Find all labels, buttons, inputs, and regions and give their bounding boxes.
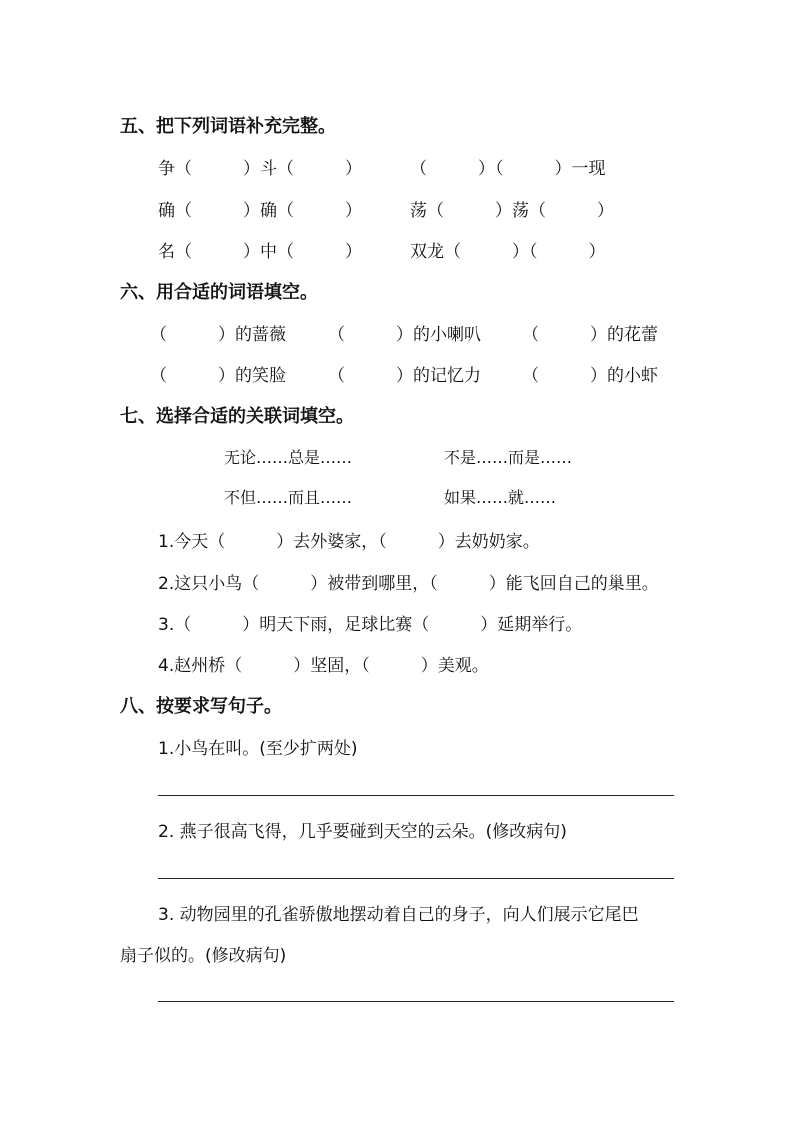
section-5-item: 争（ ）斗（ ） [158,159,362,179]
section-8-title: 八、按要求写句子。 [120,696,282,717]
section-7-question: 3.（ ）明天下雨，足球比赛（ ）延期举行。 [158,615,583,635]
conjunction-option: 无论……总是…… [224,448,353,467]
answer-line-3[interactable] [158,1001,674,1002]
section-6-item: （ ）的记忆力 [328,366,481,386]
section-7-question: 4.赵州桥（ ）坚固，（ ）美观。 [158,656,489,676]
section-5-item: 荡（ ）荡（ ） [410,201,614,221]
section-6-item: （ ）的小喇叭 [328,325,481,345]
section-8-question-2: 2. 燕子很高飞得，几乎要碰到天空的云朵。(修改病句) [158,822,567,842]
section-8-question-3-continued: 扇子似的。(修改病句) [120,946,287,966]
answer-line-2[interactable] [158,878,674,879]
section-5-item: 名（ ）中（ ） [158,242,362,262]
section-5-item: 确（ ）确（ ） [158,201,362,221]
section-6-item: （ ）的小虾 [522,366,658,386]
section-5-item: （ ）（ ）一现 [410,159,606,179]
section-6-title: 六、用合适的词语填空。 [120,282,318,303]
section-6-item: （ ）的花蕾 [522,325,658,345]
section-8-question-1: 1.小鸟在叫。(至少扩两处) [158,739,358,759]
conjunction-option: 不但……而且…… [224,488,353,507]
section-7-question: 2.这只小鸟（ ）被带到哪里，（ ）能飞回自己的巢里。 [158,574,659,594]
section-5-title: 五、把下列词语补充完整。 [120,116,336,137]
answer-line-1[interactable] [158,795,674,796]
section-6-item: （ ）的蔷薇 [150,325,286,345]
section-8-question-3: 3. 动物园里的孔雀骄傲地摆动着自己的身子，向人们展示它尾巴 [158,905,639,925]
section-5-item: 双龙（ ）（ ） [410,242,606,262]
section-7-question: 1.今天（ ）去外婆家，（ ）去奶奶家。 [158,532,540,552]
conjunction-option: 不是……而是…… [444,448,573,467]
section-7-title: 七、选择合适的关联词填空。 [120,406,354,427]
conjunction-option: 如果……就…… [444,488,557,507]
section-6-item: （ ）的笑脸 [150,366,286,386]
